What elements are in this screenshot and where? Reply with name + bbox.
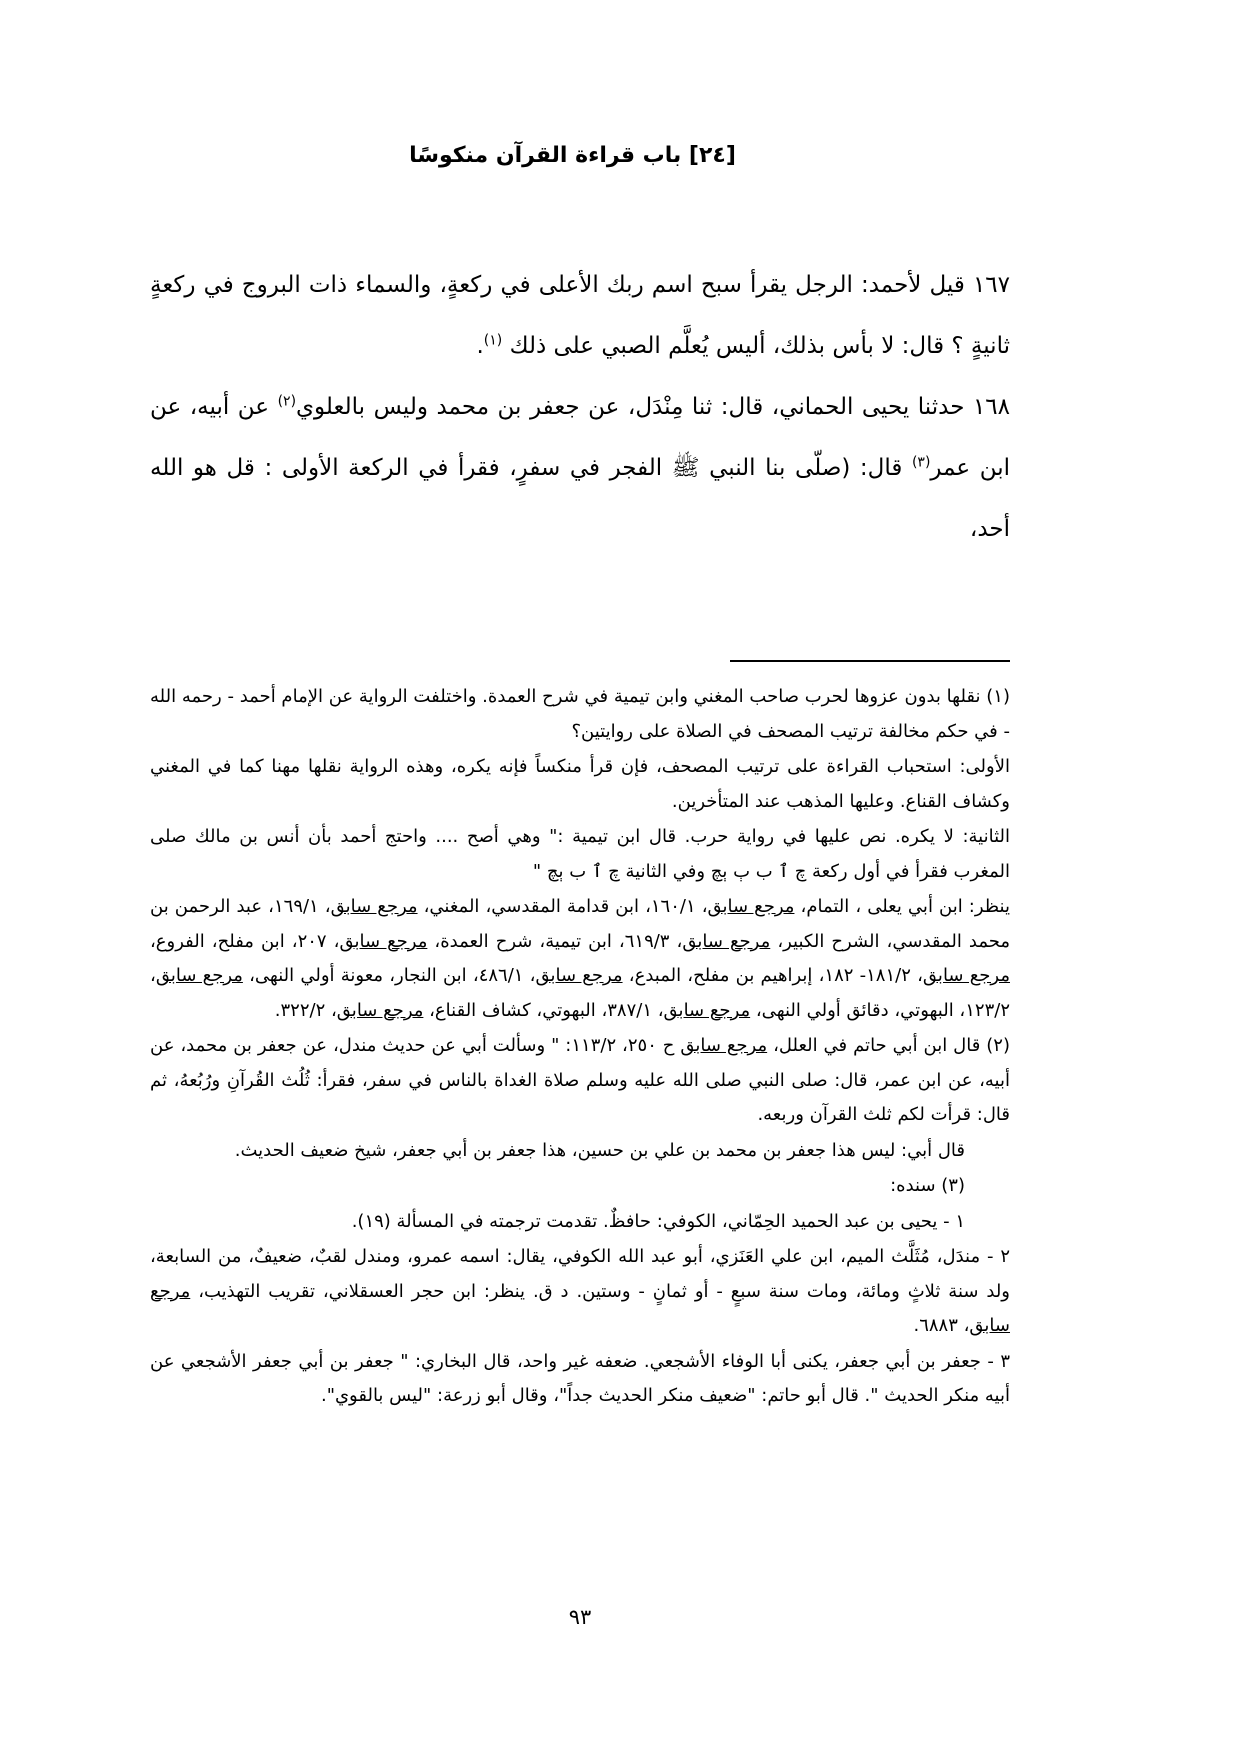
ref-link[interactable]: مرجع سابق bbox=[707, 896, 795, 917]
ref-link[interactable]: مرجع سابق bbox=[155, 965, 243, 986]
footnotes bbox=[150, 680, 1010, 1415]
footnote-3-item-2: ٢ - مندَل، مُثَلَّث الميم، ابن علي العَنَزي، أبو عبد الله الكوفي، يقال: اسمه عمرو، ومندل لقبٌ، ضعيفٌ، من السابعة، ولد سنة ثلاثٍ ومائة، ومات سنة سبعٍ - أو ثمانٍ - وستين. د ق. ينظر: ابن حجر العسقلاني، تقريب التهذيب، مرجع سابق، ٦٨٨٣. bbox=[150, 1246, 1010, 1336]
ref-link[interactable]: مرجع سابق bbox=[682, 930, 771, 952]
footnote-ref-3[interactable]: (٣) bbox=[911, 454, 931, 471]
footnote-1-references: ينظر: ابن أبي يعلى ، التمام، مرجع سابق، ١٦٠/١، ابن قدامة المقدسي، المغني، مرجع سابق، ١٦٩/١، عبد الرحمن بن محمد المقدسي، الشرح الكبير، مرجع سابق، ٦١٩/٣، ابن تيمية، شرح العمدة، مرجع سابق، ٢٠٧، ابن مفلح، الفروع، مرجع سابق، ١٨١/٢- ١٨٢، إبراهيم بن مفلح، المبدع، مرجع سابق، ٤٨٦/١، ابن النجار، معونة أولي النهى، مرجع سابق، ١٢٣/٢، البهوتي، دقائق أولي النهى، مرجع سابق، ٣٨٧/١، البهوتي، كشاف القناع، مرجع سابق، ٣٢٢/٢. bbox=[150, 896, 1011, 1021]
ref-link[interactable]: مرجع سابق bbox=[663, 999, 751, 1021]
ref-text: ١٦٠/١، ابن قدامة المقدسي، المغني، bbox=[423, 896, 696, 917]
footnote-3-heading: (٣) سنده: bbox=[890, 1175, 965, 1196]
footnote-2-continued: قال أبي: ليس هذا جعفر بن محمد بن علي بن حسين، هذا جعفر بن أبي جعفر، شيخ ضعيف الحديث. bbox=[234, 1139, 965, 1161]
ref-text: ٦٨٨٣. bbox=[913, 1315, 958, 1336]
ref-text: ٤٨٦/١، ابن النجار، معونة أولي النهى، bbox=[249, 965, 524, 986]
ref-link[interactable]: مرجع سابق bbox=[150, 1280, 1010, 1336]
paragraph-168-text-b: عن أبيه، عن ابن عمر bbox=[150, 394, 1010, 481]
ref-text: ٢٠٧، ابن مفلح، الفروع، bbox=[150, 930, 327, 952]
footnote-1-first-view: الأولى: استحباب القراءة على ترتيب المصحف، فإن قرأ منكساً فإنه يكره، وهذه الرواية نقلها مهنا كما في المغني وكشاف القناع. وعليها المذهب عند المتأخرين. bbox=[150, 756, 1010, 812]
footnote-1-intro: (١) نقلها بدون عزوها لحرب صاحب المغني وابن تيمية في شرح العمدة. واختلفت الرواية عن الإمام أحمد - رحمه الله - في حكم مخالفة ترتيب المصحف في الصلاة على روايتين؟ bbox=[150, 686, 1010, 742]
ref-text: ينظر: ابن أبي يعلى ، التمام، bbox=[800, 896, 1010, 917]
ref-text: (٢) قال ابن أبي حاتم في العلل، bbox=[773, 1035, 1010, 1056]
paragraph-167-text: ١٦٧ قيل لأحمد: الرجل يقرأ سبح اسم ربك الأعلى في ركعةٍ، والسماء ذات البروج في ركعةٍ ثانيةٍ ؟ قال: لا بأس بذلك، أليس يُعلَّم الصبي على ذلك bbox=[150, 272, 1010, 359]
footnote-1-second-view: الثانية: لا يكره. نص عليها في رواية حرب. قال ابن تيمية :" وهي أصح .... واحتج أحمد بأن أنس بن مالك صلى المغرب فقرأ في أول ركعة چ ٱ ب ٻ ٻچ وفي الثانية چ ٱ ب ٻچ " bbox=[150, 826, 1010, 882]
chapter-title: [٢٤] باب قراءة القرآن منكوسًا bbox=[409, 143, 736, 168]
ref-text: ٣٨٧/١، البهوتي، كشاف القناع، bbox=[429, 999, 653, 1021]
ref-text: ٦١٩/٣، ابن تيمية، شرح العمدة، bbox=[434, 930, 670, 952]
ref-link[interactable]: مرجع سابق bbox=[336, 999, 424, 1021]
page-number: ٩٣ bbox=[568, 1605, 592, 1629]
ref-link[interactable]: مرجع سابق bbox=[535, 965, 623, 986]
paragraph-168-text-c: قال: (صلّى بنا النبي ﷺ الفجر في سفرٍ، فقرأ في الركعة الأولى : قل هو الله أحد، bbox=[150, 455, 1010, 542]
ref-text: ١٦٩/١، عبد الرحمن بن محمد المقدسي، الشرح الكبير، bbox=[150, 896, 1011, 952]
paragraph-167: ١٦٧ قيل لأحمد: الرجل يقرأ سبح اسم ربك الأعلى في ركعةٍ، والسماء ذات البروج في ركعةٍ ثانيةٍ ؟ قال: لا بأس بذلك، أليس يُعلَّم الصبي على ذلك $^{(١)}$. bbox=[150, 272, 1010, 359]
ref-text: ح ٢٥٠، ١١٣/٢: " وسألت أبي عن حديث مندل، عن جعفر بن محمد، عن أبيه، عن ابن عمر، قال: صلى النبي صلى الله عليه وسلم صلاة الغداة بالناس في سفر، فقرأ: ثُلُث القُرآنِ ورُبُعهُ، ثم قال: قرأت لكم ثلث القرآن وربعه. bbox=[150, 1035, 1010, 1125]
ref-link[interactable]: مرجع سابق bbox=[922, 965, 1010, 986]
footnote-ref-2[interactable]: (٢) bbox=[277, 393, 297, 410]
paragraph-168 bbox=[150, 377, 1010, 560]
footnote-divider bbox=[730, 660, 1010, 662]
ref-text: ٣٢٢/٢. bbox=[274, 999, 326, 1021]
footnote-2 bbox=[150, 1029, 1010, 1133]
ref-link[interactable]: مرجع سابق bbox=[680, 1035, 768, 1056]
ref-link[interactable]: مرجع سابق bbox=[339, 930, 428, 952]
paragraph-168-text-a: ١٦٨ حدثنا يحيى الحماني، قال: ثنا مِنْدَل، عن جعفر بن محمد وليس بالعلوي bbox=[296, 394, 1011, 420]
ref-text: ٢ - مندَل، مُثَلَّث الميم، ابن علي العَنَزي، أبو عبد الله الكوفي، يقال: اسمه عمرو، ومندل لقبٌ، ضعيفٌ، من السابعة، ولد سنة ثلاثٍ ومائة، ومات سنة سبعٍ - أو ثمانٍ - وستين. د ق. ينظر: ابن حجر العسقلاني، تقريب التهذيب، bbox=[150, 1246, 1010, 1302]
footnote-3-item-1: ١ - يحيى بن عبد الحميد الحِمّاني، الكوفي: حافظٌ. تقدمت ترجمته في المسألة (١٩). bbox=[351, 1210, 965, 1232]
footnote-3-item-3: ٣ - جعفر بن أبي جعفر، يكنى أبا الوفاء الأشجعي. ضعفه غير واحد، قال البخاري: " جعفر بن أبي جعفر الأشجعي عن أبيه منكر الحديث ". قال أبو حاتم: "ضعيف منكر الحديث جداً"، وقال أبو زرعة: "ليس بالقوي". bbox=[150, 1350, 1010, 1406]
ref-link[interactable]: مرجع سابق bbox=[330, 896, 418, 917]
ref-text: ١٢٣/٢، البهوتي، دقائق أولي النهى، bbox=[755, 999, 1010, 1021]
main-text bbox=[150, 255, 1010, 560]
footnote-ref-1[interactable]: (١) bbox=[483, 332, 503, 349]
ref-text: ١٨١/٢- ١٨٢، إبراهيم بن مفلح، المبدع، bbox=[628, 965, 911, 986]
